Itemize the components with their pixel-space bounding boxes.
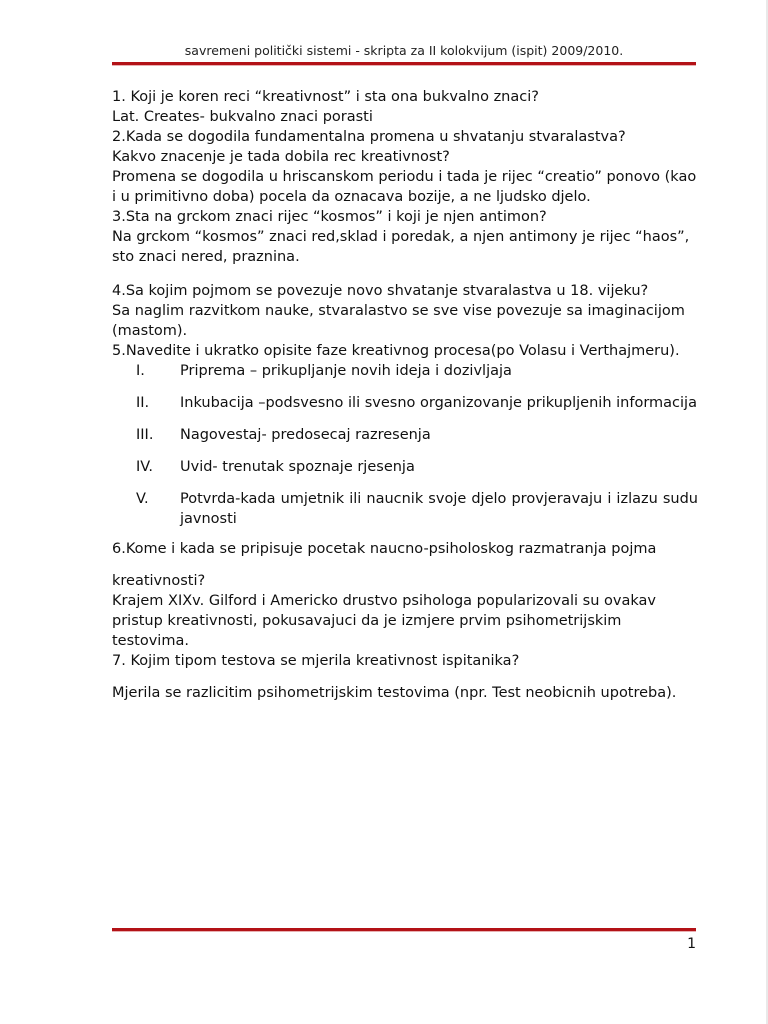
question-5: 5.Navedite i ukratko opisite faze kreativnog procesa(po Volasu i Verthajmeru).	[112, 343, 680, 359]
question-3: 3.Sta na grckom znaci rijec “kosmos” i koji je njen antimon?	[112, 209, 547, 225]
answer-7: Mjerila se razlicitim psihometrijskim testovima (npr. Test neobicnih upotreba).	[112, 685, 677, 701]
list-item	[112, 489, 698, 529]
list-item	[112, 425, 698, 445]
document-body	[112, 87, 698, 703]
question-6: 6.Kome i kada se pripisuje pocetak naucno-psiholoskog razmatranja pojma	[112, 541, 657, 557]
list-item	[112, 457, 698, 477]
process-phases-list	[112, 361, 698, 529]
question-7: 7. Kojim tipom testova se mjerila kreativnost ispitanika?	[112, 653, 520, 669]
list-item-number: V.	[136, 491, 149, 507]
list-item-text: Nagovestaj- predosecaj razresenja	[180, 427, 431, 443]
list-item-number: I.	[136, 363, 145, 379]
answer-3: Na grckom “kosmos” znaci red,sklad i poredak, a njen antimony je rijec “haos”, sto znaci nered, praznina.	[112, 229, 690, 265]
answer-1: Lat. Creates- bukvalno znaci porasti	[112, 109, 373, 125]
list-item-number: II.	[136, 395, 150, 411]
list-item	[112, 361, 698, 381]
question-2-continued: Kakvo znacenje je tada dobila rec kreativnost?	[112, 149, 450, 165]
list-item-number: III.	[136, 427, 154, 443]
list-item-text: Priprema – prikupljanje novih ideja i dozivljaja	[180, 363, 512, 379]
header-rule	[112, 62, 696, 66]
running-header: savremeni politički sistemi - skripta za II kolokvijum (ispit) 2009/2010.	[184, 43, 624, 58]
answer-4: Sa naglim razvitkom nauke, stvaralastvo se sve vise povezuje sa imaginacijom (mastom).	[112, 303, 685, 339]
list-item-number: IV.	[136, 459, 153, 475]
list-item	[112, 393, 698, 413]
page-number: 1	[687, 936, 696, 952]
list-item-text: Inkubacija –podsvesno ili svesno organizovanje prikupljenih informacija	[180, 395, 697, 411]
question-6-continued: kreativnosti?	[112, 573, 206, 589]
list-item-text: Potvrda-kada umjetnik ili naucnik svoje djelo provjeravaju i izlazu sudu javnosti	[180, 491, 698, 527]
question-4: 4.Sa kojim pojmom se povezuje novo shvatanje stvaralastva u 18. vijeku?	[112, 283, 649, 299]
answer-2: Promena se dogodila u hriscanskom periodu i tada je rijec “creatio” ponovo (kao i u primitivno doba) pocela da oznacava bozije, a ne ljudsko djelo.	[112, 169, 697, 205]
list-item-text: Uvid- trenutak spoznaje rjesenja	[180, 459, 415, 475]
footer-rule	[112, 928, 696, 932]
answer-6: Krajem XIXv. Gilford i Americko drustvo psihologa popularizovali su ovakav pristup kreativnosti, pokusavajuci da je izmjere prvim psihometrijskim testovima.	[112, 593, 656, 649]
question-2: 2.Kada se dogodila fundamentalna promena u shvatanju stvaralastva?	[112, 129, 626, 145]
question-1: 1. Koji je koren reci “kreativnost” i sta ona bukvalno znaci?	[112, 89, 539, 105]
